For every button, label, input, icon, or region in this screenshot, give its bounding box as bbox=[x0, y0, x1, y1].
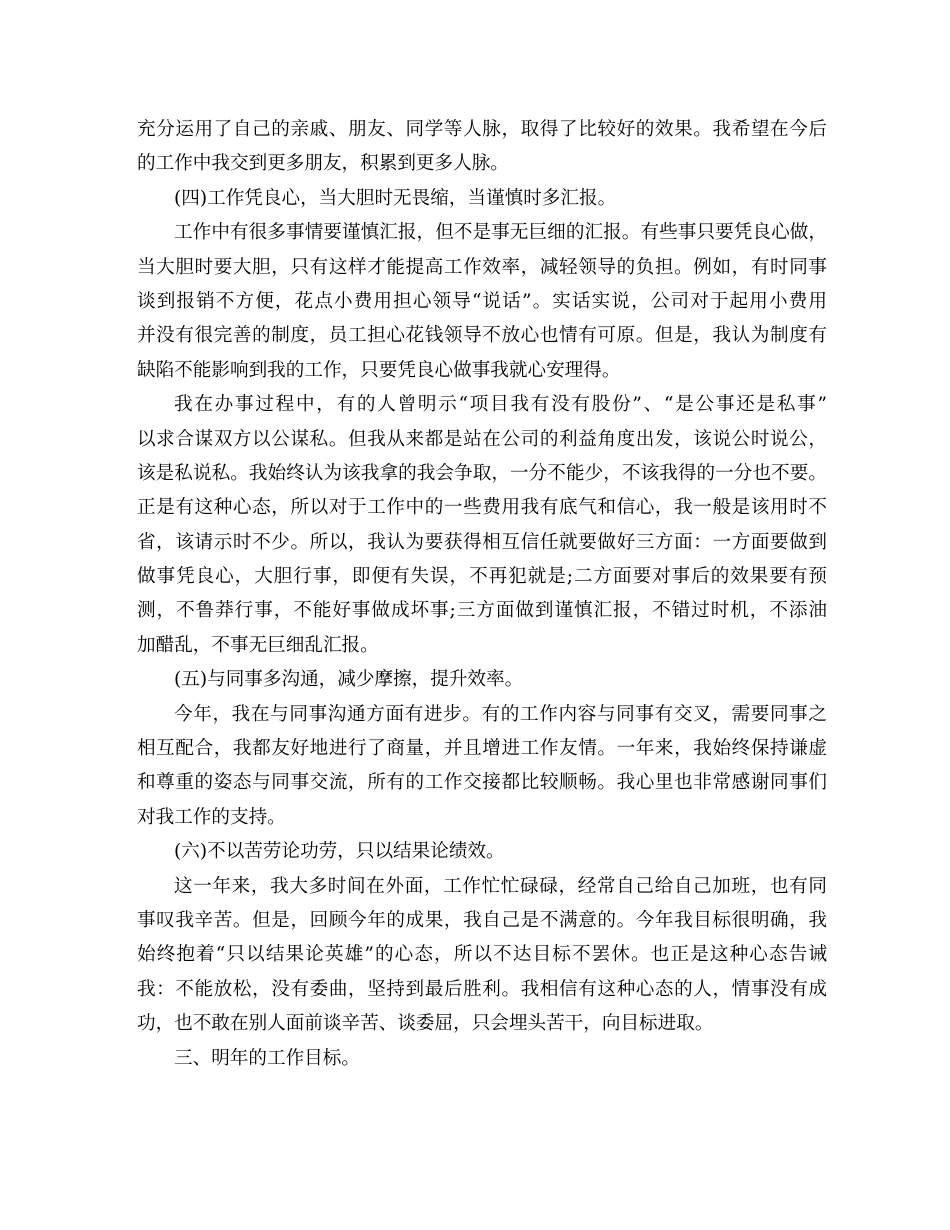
text-line: 缺陷不能影响到我的工作，只要凭良心做事我就心安理得。 bbox=[137, 359, 621, 381]
text-line: 三、明年的工作目标。 bbox=[174, 1047, 360, 1069]
text-line: 和尊重的姿态与同事交流，所有的工作交接都比较顺畅。我心里也非常感谢同事们 bbox=[137, 772, 827, 794]
text-line: 对我工作的支持。 bbox=[137, 806, 286, 828]
text-line: 的工作中我交到更多朋友，积累到更多人脉。 bbox=[137, 153, 509, 175]
text-line: 以求合谋双方以公谋私。但我从来都是站在公司的利益角度出发，该说公时说公， bbox=[137, 428, 827, 450]
text-line: 正是有这种心态，所以对于工作中的一些费用我有底气和信心，我一般是该用时不 bbox=[137, 497, 827, 519]
text-line: 该是私说私。我始终认为该我拿的我会争取，一分不能少，不该我得的一分也不要。 bbox=[137, 462, 827, 484]
text-line: 我：不能放松，没有委曲，坚持到最后胜利。我相信有这种心态的人，情事没有成 bbox=[137, 978, 827, 1000]
text-line: 始终抱着“只以结果论英雄”的心态，所以不达目标不罢休。也正是这种心态告诫 bbox=[137, 944, 827, 966]
document-body bbox=[137, 113, 827, 1076]
text-line: (六)不以苦劳论功劳，只以结果论绩效。 bbox=[174, 841, 505, 863]
text-line: 当大胆时要大胆，只有这样才能提高工作效率，减轻领导的负担。例如，有时同事 bbox=[137, 256, 827, 278]
text-line: 相互配合，我都友好地进行了商量，并且增进工作友情。一年来，我始终保持谦虚 bbox=[137, 738, 827, 760]
text-line: 我在办事过程中，有的人曾明示“项目我有没有股份”、“是公事还是私事” bbox=[174, 394, 827, 416]
text-line: 谈到报销不方便，花点小费用担心领导“说话”。实话实说，公司对于起用小费用 bbox=[137, 290, 827, 312]
text-line: 加醋乱，不事无巨细乱汇报。 bbox=[137, 634, 379, 656]
text-line: 充分运用了自己的亲戚、朋友、同学等人脉，取得了比较好的效果。我希望在今后 bbox=[137, 119, 827, 140]
text-line: 测，不鲁莽行事，不能好事做成坏事;三方面做到谨慎汇报，不错过时机，不添油 bbox=[137, 600, 827, 622]
text-line: 工作中有很多事情要谨慎汇报，但不是事无巨细的汇报。有些事只要凭良心做， bbox=[174, 222, 827, 244]
text-line: 做事凭良心，大胆行事，即便有失误，不再犯就是;二方面要对事后的效果要有预 bbox=[137, 566, 827, 588]
text-line: 今年，我在与同事沟通方面有进步。有的工作内容与同事有交叉，需要同事之 bbox=[174, 703, 827, 725]
text-line: (五)与同事多沟通，减少摩擦，提升效率。 bbox=[174, 669, 524, 691]
text-line: 这一年来，我大多时间在外面，工作忙忙碌碌，经常自己给自己加班，也有同 bbox=[174, 875, 827, 897]
text-line: 并没有很完善的制度，员工担心花钱领导不放心也情有可原。但是，我认为制度有 bbox=[137, 325, 827, 347]
text-line: 功，也不敢在别人面前谈辛苦、谈委屈，只会埋头苦干，向目标进取。 bbox=[137, 1013, 714, 1035]
text-line: (四)工作凭良心，当大胆时无畏缩，当谨慎时多汇报。 bbox=[174, 187, 617, 209]
text-line: 事叹我辛苦。但是，回顾今年的成果，我自己是不满意的。今年我目标很明确，我 bbox=[137, 909, 827, 931]
text-line: 省，该请示时不少。所以，我认为要获得相互信任就要做好三方面：一方面要做到 bbox=[137, 531, 827, 553]
